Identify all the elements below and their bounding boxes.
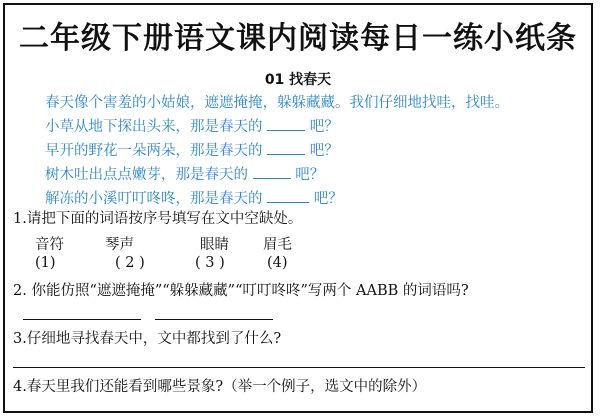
passage-text: 早开的野花一朵两朵，那是春天的 bbox=[45, 143, 263, 159]
word-number: (1) bbox=[35, 255, 56, 271]
question-2: 2. 你能仿照“遮遮掩掩”“躲躲藏藏”“叮叮咚咚”写两个 AABB 的词语吗? bbox=[13, 283, 469, 299]
passage-text: 吧？ bbox=[295, 167, 325, 183]
passage-line-1: 春天像个害羞的小姑娘，遮遮掩掩，躲躲藏藏。我们仔细地找哇，找哇。 bbox=[45, 95, 509, 111]
answer-line-q2-a[interactable] bbox=[23, 319, 141, 320]
passage-text: 吧？ bbox=[309, 143, 339, 159]
question-3: 3.仔细地寻找春天中，文中都找到了什么? bbox=[13, 331, 282, 347]
fill-in-blank[interactable] bbox=[267, 190, 309, 203]
fill-in-blank[interactable] bbox=[267, 118, 305, 131]
answer-line-q3[interactable] bbox=[13, 367, 585, 368]
passage-text: 吧？ bbox=[313, 191, 343, 207]
passage-text: 树木吐出点点嫩芽，那是春天的 bbox=[45, 167, 248, 183]
question-4: 4.春天里我们还能看到哪些景象?（举一个例子，选文中的除外） bbox=[13, 379, 427, 395]
word-number: ( 3 ) bbox=[195, 255, 225, 271]
passage-line-4 bbox=[45, 163, 324, 184]
passage-text: 解冻的小溪叮叮咚咚，那是春天的 bbox=[45, 191, 263, 207]
lesson-title: 01 找春天 bbox=[264, 72, 332, 88]
passage-text: 小草从地下探出头来，那是春天的 bbox=[45, 119, 263, 135]
answer-line-q2-b[interactable] bbox=[155, 319, 273, 320]
fill-in-blank[interactable] bbox=[253, 166, 291, 179]
worksheet bbox=[3, 3, 593, 413]
word-option: 眉毛 bbox=[263, 237, 292, 253]
word-number: (4) bbox=[267, 255, 288, 271]
page-title: 二年级下册语文课内阅读每日一练小纸条 bbox=[19, 21, 577, 56]
word-option: 眼睛 bbox=[200, 237, 229, 253]
passage-line-3 bbox=[45, 139, 339, 160]
word-option: 音符 bbox=[35, 237, 64, 253]
passage-text: 吧？ bbox=[309, 119, 339, 135]
fill-in-blank[interactable] bbox=[267, 142, 305, 155]
word-option: 琴声 bbox=[105, 237, 134, 253]
question-1: 1.请把下面的词语按序号填写在文中空缺处。 bbox=[13, 211, 303, 227]
passage-line-5 bbox=[45, 187, 343, 208]
word-number: ( 2 ) bbox=[115, 255, 145, 271]
passage-line-2 bbox=[45, 115, 339, 136]
